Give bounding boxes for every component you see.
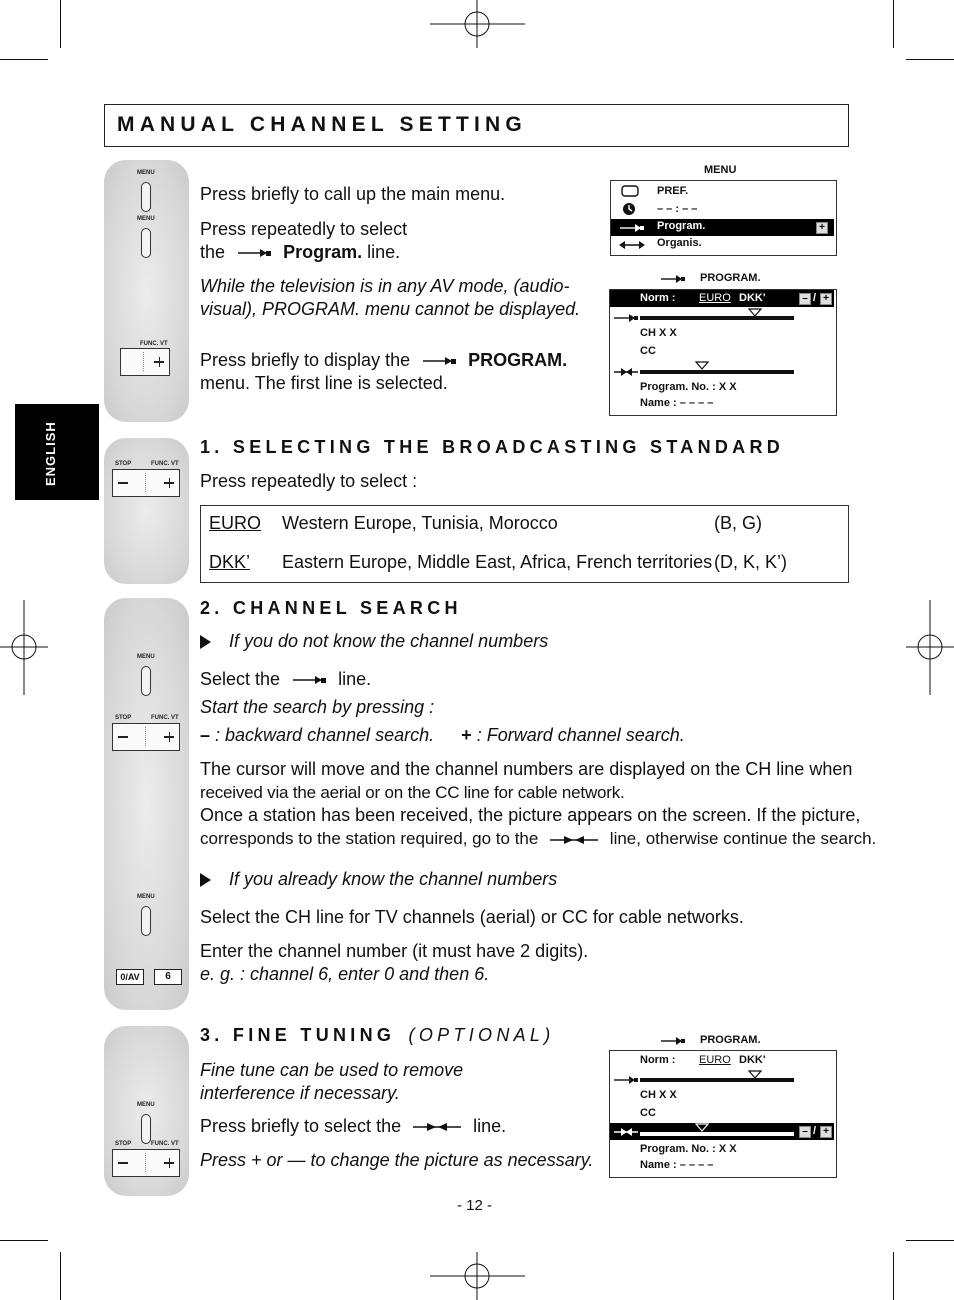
menu-item-clock[interactable]: – – : – – [657, 203, 698, 215]
intro-the: the [200, 242, 226, 262]
page-title: MANUAL CHANNEL SETTING [117, 113, 527, 136]
section-1-line: Press repeatedly to select : [200, 471, 418, 491]
plus-icon: + [820, 293, 832, 305]
known-3: e. g. : channel 6, enter 0 and then 6. [200, 964, 490, 984]
remote-menu-label: MENU [137, 170, 155, 176]
std-dkk-desc: Eastern Europe, Middle East, Africa, French territories [282, 552, 713, 572]
start-search: Start the search by pressing : [200, 697, 435, 717]
slash: / [813, 292, 817, 304]
menu-item-organis[interactable]: Organis. [657, 237, 702, 249]
fine-tuning-icon [412, 1122, 462, 1132]
cc-line[interactable]: CC [640, 1107, 656, 1119]
plus-minus-button[interactable] [112, 1149, 180, 1177]
intro-program: Program. [283, 242, 363, 262]
norm-label: Norm : [640, 292, 676, 304]
plus-symbol: + [461, 725, 472, 745]
remote-illustration-3 [104, 598, 189, 1010]
registration-mark-left [0, 600, 48, 695]
section-3-title: 3. FINE TUNING [200, 1025, 396, 1045]
fine-tuning-bar [640, 370, 794, 374]
intro-line-5: menu. The first line is selected. [200, 373, 448, 393]
remote-stop-label: STOP [115, 1141, 132, 1147]
program-screen-header: PROGRAM. [700, 1034, 761, 1046]
intro-line-3 [200, 241, 400, 264]
menu-button[interactable] [141, 182, 151, 212]
fine-press: Press + or — to change the picture as necessary. [200, 1150, 594, 1170]
program-arrow-icon [660, 274, 686, 284]
language-tab [15, 404, 99, 500]
known-1: Select the CH line for TV channels (aerial) or CC for cable networks. [200, 907, 744, 927]
fine-note-2: interference if necessary. [200, 1083, 400, 1103]
plus-minus-button[interactable] [112, 723, 180, 751]
menu-button[interactable] [141, 228, 151, 258]
section-1-heading: 1. SELECTING THE BROADCASTING STANDARD [200, 437, 785, 457]
remote-menu-label: MENU [137, 1102, 155, 1108]
para-4a: corresponds to the station required, go to the [200, 829, 539, 848]
norm-euro[interactable]: EURO [699, 1054, 731, 1066]
program-screen-1 [609, 289, 837, 416]
para-2: received via the aerial or on the CC line for cable network. [200, 783, 625, 802]
known-2: Enter the channel number (it must have 2 digits). [200, 941, 589, 961]
fine-note-1: Fine tune can be used to remove [200, 1060, 464, 1080]
ch-line[interactable]: CH X X [640, 1089, 677, 1101]
intro-line-1: Press briefly to call up the main menu. [200, 184, 506, 204]
registration-mark-top [430, 0, 525, 48]
organise-arrows-icon [619, 240, 645, 250]
program-name[interactable]: Name : – – – – [640, 1159, 714, 1171]
std-euro-bands: (B, G) [714, 513, 762, 533]
fine-select-b: line. [473, 1116, 507, 1136]
fine-tuning-icon [613, 1127, 639, 1137]
section-3-optional: (OPTIONAL) [408, 1025, 555, 1045]
slash: / [813, 1125, 817, 1137]
page-number: - 12 - [457, 1197, 493, 1214]
ch-line[interactable]: CH X X [640, 327, 677, 339]
plus-icon: + [820, 1126, 832, 1138]
language-label: ENGLISH [43, 421, 58, 486]
forward-text: : Forward channel search. [476, 725, 685, 745]
norm-dkk[interactable]: DKK' [739, 292, 766, 304]
remote-menu-label: MENU [137, 654, 155, 660]
cc-line[interactable]: CC [640, 345, 656, 357]
cursor-down-icon [695, 1123, 709, 1132]
sub-1-text: If you do not know the channel numbers [229, 631, 549, 651]
program-arrow-icon [613, 1075, 639, 1085]
tuning-bar [640, 316, 794, 320]
intro-program-menu: PROGRAM. [468, 350, 568, 370]
para-4 [200, 827, 876, 850]
bullet-icon [200, 635, 211, 649]
program-arrow-icon [619, 223, 645, 233]
section-2-sub-2 [200, 868, 557, 891]
backward-text: : backward channel search. [215, 725, 435, 745]
program-number[interactable]: Program. No. : X X [640, 381, 737, 393]
search-keys [200, 724, 685, 747]
remote-func-label: FUNC. VT [151, 715, 179, 721]
select-line [200, 668, 371, 691]
tv-icon [621, 185, 639, 197]
std-euro-desc: Western Europe, Tunisia, Morocco [282, 513, 558, 533]
standards-table [200, 505, 849, 583]
bullet-icon [200, 873, 211, 887]
std-dkk-code: DKK’ [209, 552, 251, 572]
av-key[interactable]: 0/AV [116, 969, 144, 985]
select-line-word: line. [338, 669, 372, 689]
registration-mark-bottom [430, 1252, 525, 1300]
remote-func-label: FUNC. VT [140, 341, 168, 347]
para-4b: line, otherwise continue the search. [609, 829, 877, 848]
fine-tuning-bar [640, 1132, 794, 1136]
fine-tuning-icon [613, 367, 639, 377]
clock-icon [622, 202, 636, 216]
registration-mark-right [906, 600, 954, 695]
six-key[interactable]: 6 [154, 969, 182, 985]
program-number[interactable]: Program. No. : X X [640, 1143, 737, 1155]
select-the: Select the [200, 669, 281, 689]
tuning-bar [640, 1078, 794, 1082]
menu-screen [610, 180, 837, 256]
menu-button[interactable] [141, 906, 151, 936]
menu-item-program[interactable]: Program. [657, 220, 706, 232]
cursor-down-icon [695, 361, 709, 370]
std-dkk-bands: (D, K, K’) [714, 552, 788, 572]
plus-icon: + [816, 222, 828, 234]
section-3-heading [200, 1025, 555, 1046]
fine-select [200, 1115, 506, 1138]
sub-2-text: If you already know the channel numbers [229, 869, 558, 889]
menu-button[interactable] [141, 666, 151, 696]
program-arrow-icon [291, 675, 327, 685]
menu-button[interactable] [141, 1114, 151, 1144]
program-arrow-icon [613, 313, 639, 323]
remote-illustration-1 [104, 160, 189, 422]
remote-stop-label: STOP [115, 461, 132, 467]
para-3: Once a station has been received, the picture appears on the screen. If the picture, [200, 805, 861, 825]
norm-dkk[interactable]: DKK' [739, 1054, 766, 1066]
std-euro-code: EURO [209, 513, 262, 533]
intro-line-2: Press repeatedly to select [200, 219, 408, 239]
page-title-box [104, 104, 849, 147]
norm-euro[interactable]: EURO [699, 292, 731, 304]
program-arrow-icon [421, 356, 457, 366]
program-arrow-icon [236, 248, 272, 258]
intro-line-4 [200, 349, 567, 372]
remote-menu-label: MENU [137, 894, 155, 900]
plus-minus-button[interactable] [120, 348, 170, 376]
intro-line: line. [367, 242, 401, 262]
minus-icon: – [799, 1126, 811, 1138]
section-2-sub-1 [200, 630, 548, 653]
program-screen-2 [609, 1050, 837, 1178]
plus-minus-button[interactable] [112, 469, 180, 497]
program-screen-header: PROGRAM. [700, 272, 761, 284]
norm-label: Norm : [640, 1054, 676, 1066]
program-arrow-icon [660, 1036, 686, 1046]
remote-stop-label: STOP [115, 715, 132, 721]
remote-menu-label: MENU [137, 216, 155, 222]
intro-display: Press briefly to display the [200, 350, 411, 370]
intro-note-2: visual), PROGRAM. menu cannot be displayed. [200, 299, 581, 319]
minus-icon: – [799, 293, 811, 305]
remote-illustration-4 [104, 1026, 189, 1196]
fine-tuning-icon [549, 835, 599, 845]
menu-screen-header: MENU [704, 164, 737, 176]
menu-item-pref[interactable]: PREF. [657, 185, 689, 197]
para-1: The cursor will move and the channel numbers are displayed on the CH line when [200, 759, 853, 779]
remote-func-label: FUNC. VT [151, 461, 179, 467]
intro-note-1: While the television is in any AV mode, (audio- [200, 276, 570, 296]
remote-func-label: FUNC. VT [151, 1141, 179, 1147]
fine-select-a: Press briefly to select the [200, 1116, 402, 1136]
minus-symbol: – [200, 725, 211, 745]
section-2-heading: 2. CHANNEL SEARCH [200, 598, 462, 618]
remote-illustration-2 [104, 438, 189, 584]
program-name[interactable]: Name : – – – – [640, 397, 714, 409]
